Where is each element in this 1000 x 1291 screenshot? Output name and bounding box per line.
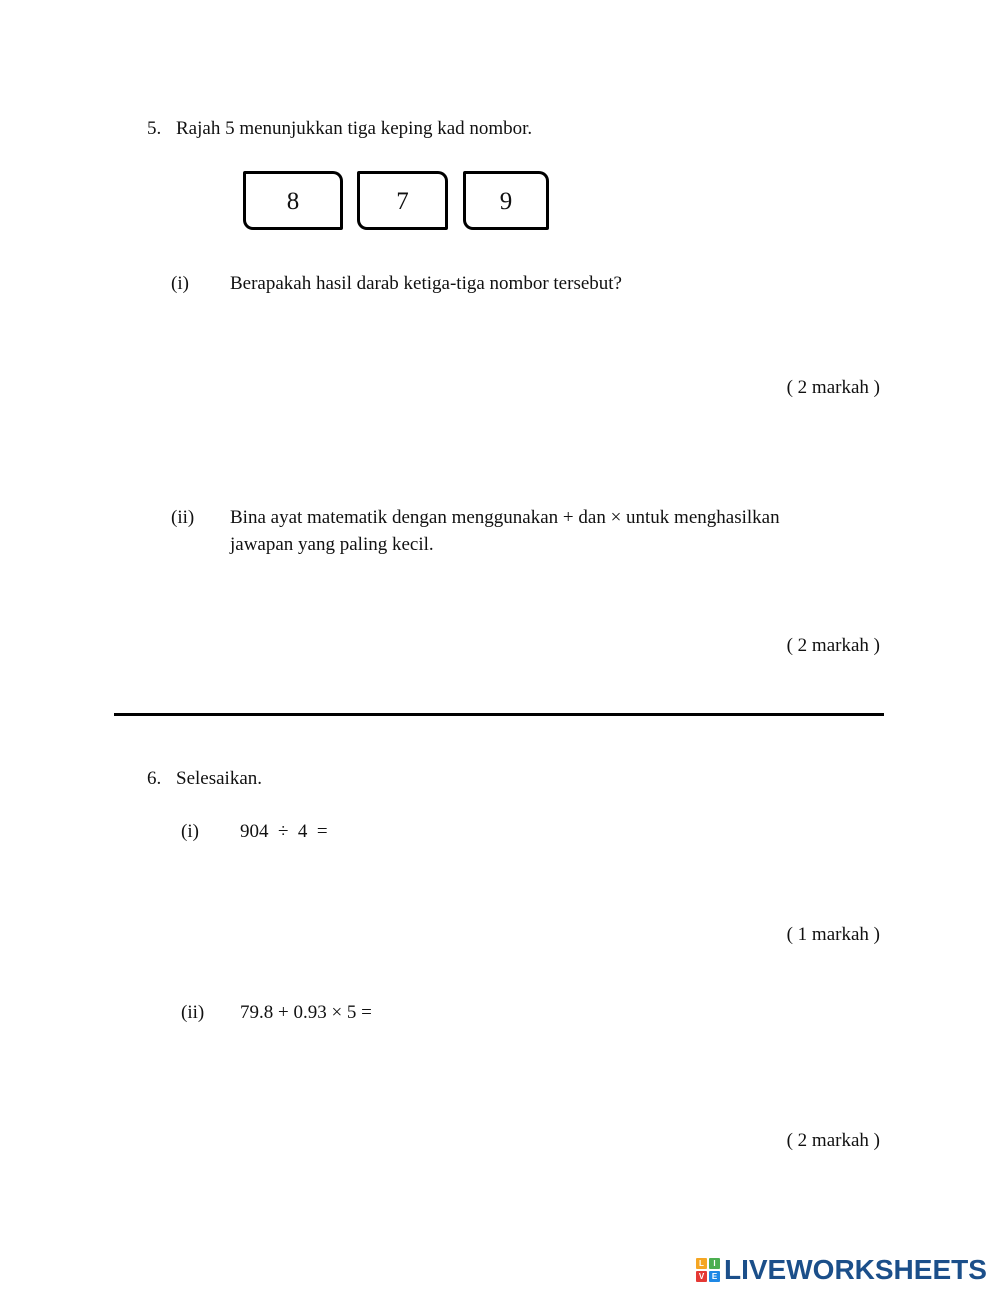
number-card-2-value: 7 bbox=[396, 188, 409, 215]
logo-mark-tile-l: L bbox=[696, 1258, 707, 1269]
q6-part-i-expression: 904 ÷ 4 = bbox=[240, 821, 328, 842]
number-card-1 bbox=[243, 171, 343, 230]
number-card-2 bbox=[357, 171, 448, 230]
logo-mark-icon bbox=[696, 1258, 720, 1282]
liveworksheets-logo bbox=[696, 1256, 987, 1284]
q5-part-ii-label: (ii) bbox=[171, 507, 195, 528]
q5-part-ii-marks: ( 2 markah ) bbox=[786, 635, 880, 656]
logo-mark-tile-e: E bbox=[709, 1271, 720, 1282]
q6-part-ii-marks: ( 2 markah ) bbox=[786, 1130, 880, 1151]
number-card-3 bbox=[463, 171, 549, 230]
q5-part-i-text: Berapakah hasil darab ketiga-tiga nombor tersebut? bbox=[230, 273, 622, 294]
section-divider bbox=[114, 713, 884, 716]
logo-mark-tile-v: V bbox=[696, 1271, 707, 1282]
logo-mark-tile-i: I bbox=[709, 1258, 720, 1269]
q5-part-ii-text-line1: Bina ayat matematik dengan menggunakan + dan × untuk menghasilkan bbox=[230, 507, 780, 528]
q6-part-i-marks: ( 1 markah ) bbox=[786, 924, 880, 945]
q6-part-ii-expression: 79.8 + 0.93 × 5 = bbox=[240, 1002, 372, 1023]
q5-part-i-label: (i) bbox=[171, 273, 189, 294]
q5-part-i-marks: ( 2 markah ) bbox=[786, 377, 880, 398]
q6-part-ii-label: (ii) bbox=[181, 1002, 205, 1023]
q6-number: 6. bbox=[147, 768, 162, 789]
q6-part-i-label: (i) bbox=[181, 821, 199, 842]
logo-text: LIVEWORKSHEETS bbox=[724, 1254, 987, 1285]
number-card-3-value: 9 bbox=[499, 188, 513, 215]
q5-part-ii-text-line2: jawapan yang paling kecil. bbox=[230, 534, 434, 555]
q6-question-text: Selesaikan. bbox=[176, 768, 263, 789]
q5-number: 5. bbox=[147, 118, 162, 139]
number-card-1-value: 8 bbox=[286, 188, 300, 215]
q5-question-text: Rajah 5 menunjukkan tiga keping kad nombor. bbox=[176, 118, 533, 139]
